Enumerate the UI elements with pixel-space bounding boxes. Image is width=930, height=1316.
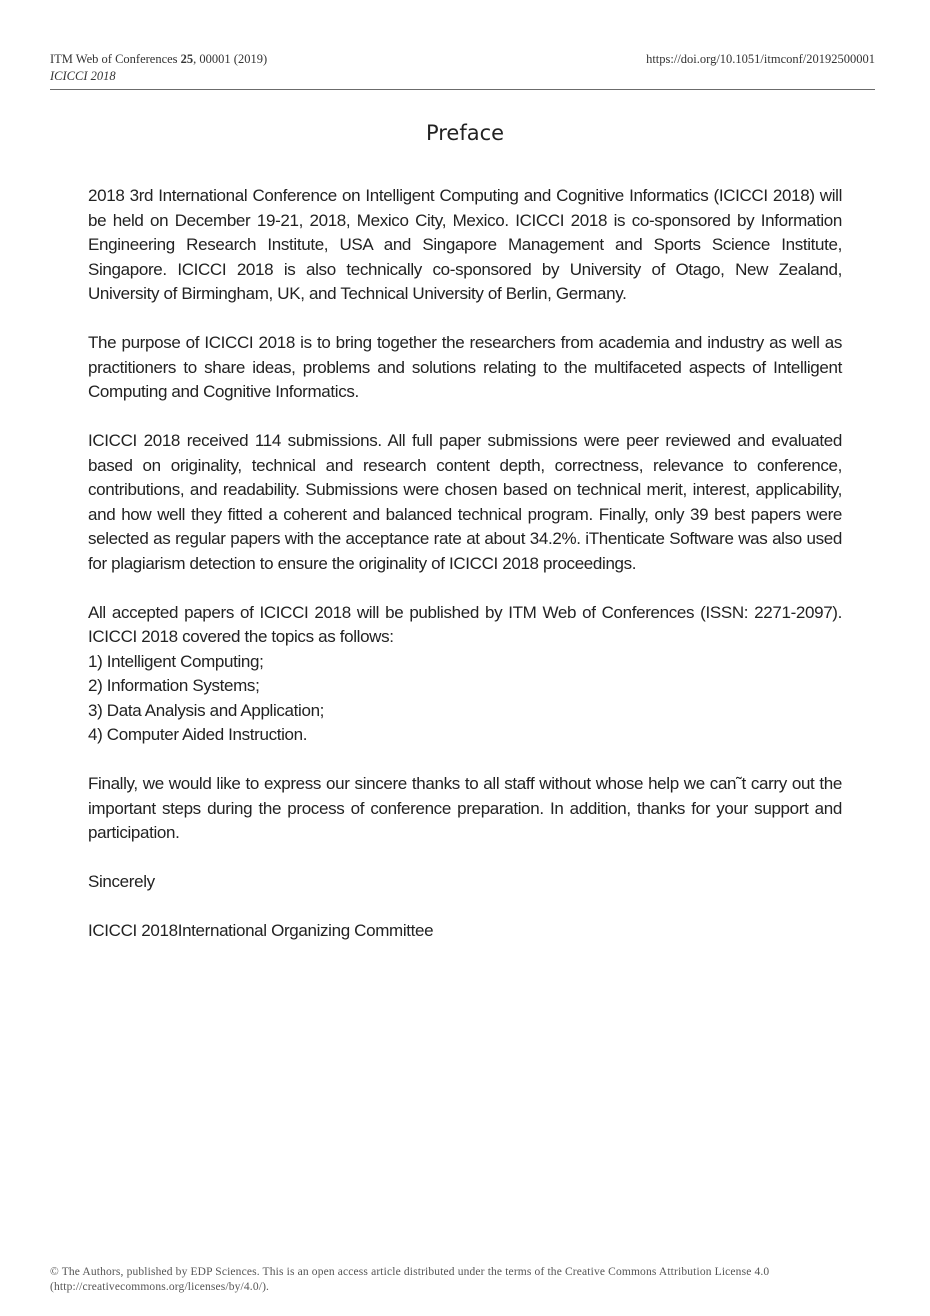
journal-name: ITM Web of Conferences (50, 52, 181, 66)
paragraph-publication: All accepted papers of ICICCI 2018 will be published by ITM Web of Conferences (ISSN: 2271-2097). ICICCI 2018 covered the topics as follows: (88, 602, 842, 646)
article-number: , 00001 (2019) (193, 52, 268, 66)
license-footer: © The Authors, published by EDP Sciences. This is an open access article distributed under the terms of the Creative Commons Attribution License 4.0 (http://creativecommons.org/licenses/by/4.0/). (50, 1266, 770, 1293)
conference-name: ICICCI 2018 (50, 69, 116, 83)
signature: ICICCI 2018International Organizing Committee (88, 921, 434, 940)
topic-item: 3) Data Analysis and Application; (88, 700, 325, 720)
topics-list (88, 650, 842, 748)
journal-citation (50, 52, 267, 67)
preface-body (88, 184, 842, 968)
paragraph-purpose: The purpose of ICICCI 2018 is to bring together the researchers from academia and industry as well as practitioners to share ideas, problems and solutions relating to the multifaceted aspects of Intelligent Computing and Cognitive Informatics. (88, 333, 842, 401)
running-header (50, 52, 875, 90)
topic-item: 4) Computer Aided Instruction. (88, 725, 308, 744)
paragraph-submissions: ICICCI 2018 received 114 submissions. All full paper submissions were peer reviewed and evaluated based on originality, technical and research content depth, correctness, relevance to conference, contributions, and readability. Submissions were chosen based on technical merit, interest, applicability, and how well they fitted a coherent and balanced technical program. Finally, only 39 best papers were selected as regular papers with the acceptance rate at about 34.2%. iThenticate Software was also used for plagiarism detection to ensure the originality of ICICCI 2018 proceedings. (88, 431, 842, 573)
paragraph-conference-overview: 2018 3rd International Conference on Intelligent Computing and Cognitive Informatics (ICICCI 2018) will be held on December 19-21, 2018, Mexico City, Mexico. ICICCI 2018 is co-sponsored by Information Engineering Research Institute, USA and Singapore Management and Sports Science Institute, Singapore. ICICCI 2018 is also technically co-sponsored by University of Otago, New Zealand, University of Birmingham, UK, and Technical University of Berlin, Germany. (88, 186, 842, 303)
topic-item: 1) Intelligent Computing; (88, 651, 264, 671)
page-title: Preface (425, 121, 505, 145)
signoff: Sincerely (88, 872, 155, 891)
journal-volume: 25 (180, 52, 194, 66)
doi-link[interactable]: https://doi.org/10.1051/itmconf/20192500001 (646, 52, 875, 66)
topic-item: 2) Information Systems; (88, 676, 260, 695)
paragraph-thanks: Finally, we would like to express our sincere thanks to all staff without whose help we can˜t carry out the important steps during the process of conference preparation. In addition, thanks for your support and participation. (88, 774, 842, 842)
